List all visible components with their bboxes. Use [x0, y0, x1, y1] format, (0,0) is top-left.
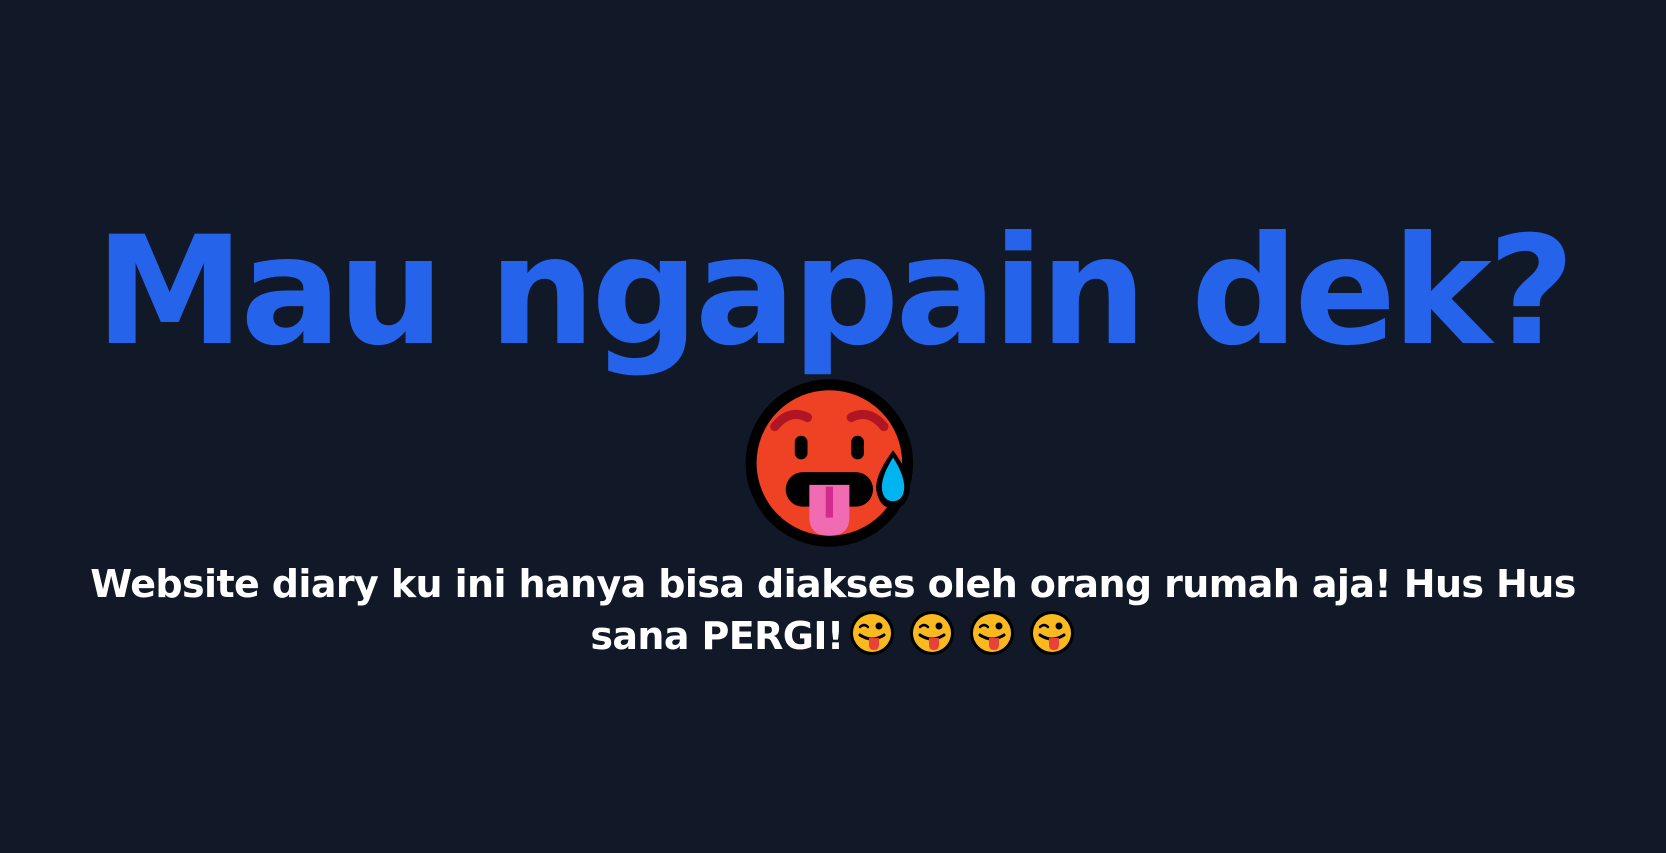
- winking-face-with-tongue-icon: [908, 609, 956, 657]
- main-content: [0, 205, 1666, 661]
- hot-face-icon: [742, 372, 924, 554]
- warning-message: [63, 560, 1603, 661]
- hot-face-container: [0, 372, 1666, 554]
- warning-message-text: Website diary ku ini hanya bisa diakses oleh orang rumah aja! Hus Hus sana PERGI!: [90, 562, 1576, 658]
- page-title: Mau ngapain dek?: [95, 205, 1571, 379]
- winking-face-with-tongue-icon: [1028, 609, 1076, 657]
- winking-face-with-tongue-icon: [968, 609, 1016, 657]
- winking-face-with-tongue-icon: [848, 609, 896, 657]
- emoji-row: [848, 609, 1076, 657]
